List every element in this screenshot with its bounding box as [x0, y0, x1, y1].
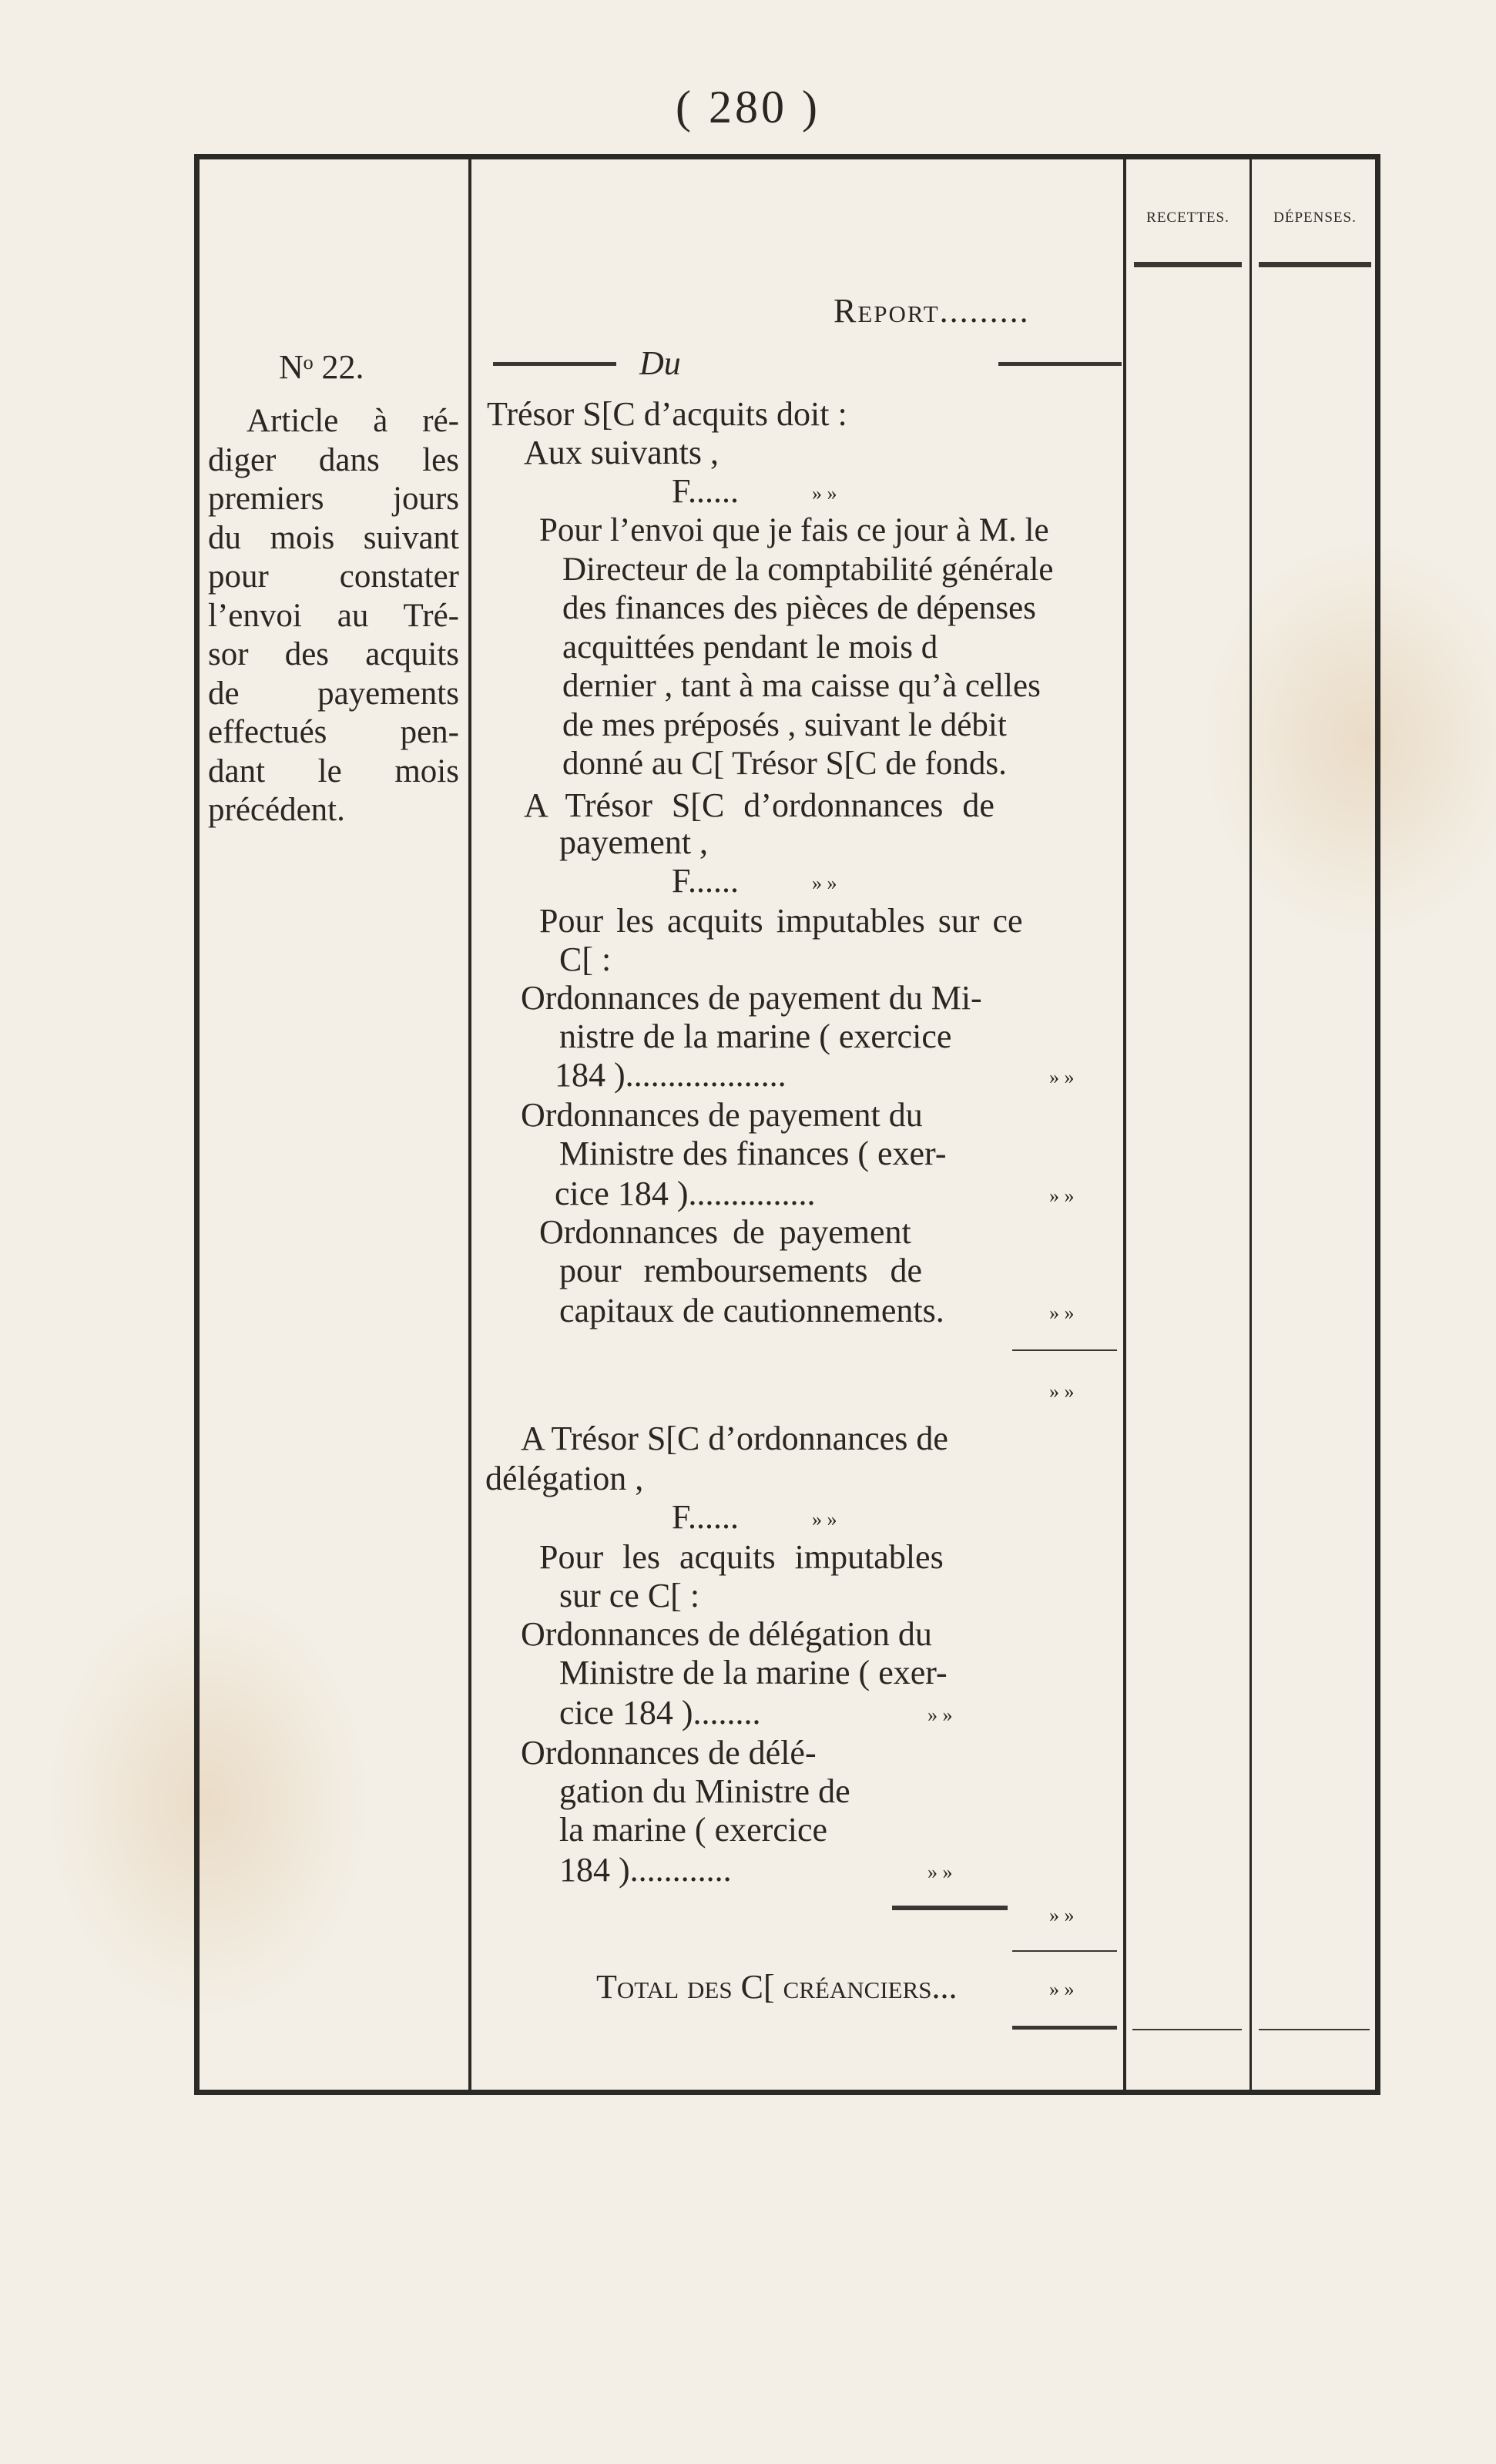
article-description [208, 402, 459, 830]
description-line: Article à ré- [247, 403, 459, 439]
total-rule-bottom [1012, 2026, 1117, 2030]
f1-label: F...... [672, 472, 739, 510]
header-rule-receipts [1134, 262, 1242, 267]
ord-marine-line2: nistre de la marine ( exercice [559, 1017, 952, 1055]
du-label: Du [639, 344, 681, 382]
ord-finances-line1: Ordonnances de payement du [521, 1096, 923, 1134]
ord-finances-line2: Ministre des finances ( exer- [559, 1135, 947, 1172]
description-line: l’envoi au Tré- [208, 597, 459, 634]
ord-marine-line1: Ordonnances de payement du Mi- [521, 979, 982, 1017]
f2-label: F...... [672, 862, 739, 900]
acquits-line2: C[ : [559, 940, 612, 978]
receipts-total-rule [1132, 2029, 1242, 2030]
description-line: pour constater [208, 558, 459, 595]
f3-label: F...... [672, 1498, 739, 1536]
header-receipts: RECETTES. [1146, 210, 1229, 226]
envoi-line: dernier , tant à ma caisse qu’à celles [562, 668, 1041, 704]
description-line: de payements [208, 675, 459, 712]
deleg2-line1: Ordonnances de délé- [521, 1734, 817, 1772]
ord-finances-year: cice 184 )............... [555, 1175, 816, 1212]
ord-marine-year: 184 )................... [555, 1056, 787, 1094]
column-divider-receipts [1123, 154, 1126, 2095]
description-line: précédent. [208, 792, 345, 828]
description-line: diger dans les [208, 441, 459, 478]
ord-finances-amount: » » [1049, 1185, 1075, 1207]
header-rule-expenses [1259, 262, 1371, 267]
ord-cautionnement-line1: Ordonnances de payement [539, 1213, 911, 1251]
envoi-line: Pour l’envoi que je fais ce jour à M. le [539, 512, 1049, 548]
entry2-title-line1: A Trésor S[C d’ordonnances de [524, 786, 995, 824]
entry3-title-line1: A Trésor S[C d’ordonnances de [521, 1420, 948, 1457]
f3-amount: » » [812, 1508, 837, 1530]
f2-amount: » » [812, 872, 837, 894]
article-number: Nᵒ 22. [279, 348, 364, 386]
envoi-line: acquittées pendant le mois d [562, 629, 938, 665]
column-divider-expenses [1249, 154, 1252, 2095]
total-label: Total des C[ créanciers... [596, 1968, 958, 2006]
description-line: effectués pen- [208, 714, 459, 750]
ord-cautionnement-last: capitaux de cautionnements. [559, 1292, 944, 1329]
deleg-marine-line1: Ordonnances de délégation du [521, 1615, 932, 1653]
report-line: Report......... [834, 292, 1030, 330]
deleg2-line2: gation du Ministre de [559, 1772, 850, 1810]
acquits3-line1: Pour les acquits imputables [539, 1538, 944, 1576]
page-number: ( 280 ) [676, 82, 820, 132]
deleg2-amount: » » [927, 1861, 953, 1883]
acquits3-line2: sur ce C[ : [559, 1577, 700, 1614]
envoi-line: de mes préposés , suivant le débit [562, 706, 1007, 743]
subtotal1-rule [1012, 1349, 1117, 1351]
envoi-line: des finances des pièces de dépenses [562, 590, 1036, 626]
deleg-marine-line2: Ministre de la marine ( exer- [559, 1654, 948, 1691]
entry3-title-line2: délégation , [485, 1460, 644, 1497]
entry2-title-line2: payement , [559, 823, 709, 861]
description-line: dant le mois [208, 753, 459, 789]
du-rule-right [998, 362, 1122, 366]
expenses-total-rule [1259, 2029, 1370, 2030]
ord-cautionnement-amount: » » [1049, 1302, 1075, 1324]
envoi-line: donné au C[ Trésor S[C de fonds. [562, 746, 1007, 782]
acquits-line1: Pour les acquits imputables sur ce [539, 902, 1023, 940]
deleg-marine-amount: » » [927, 1704, 953, 1726]
ord-cautionnement-line2: pour remboursements de [559, 1252, 922, 1289]
ord-marine-amount: » » [1049, 1066, 1075, 1088]
deleg2-line3: la marine ( exercice [559, 1811, 828, 1849]
total-rule-top [1012, 1950, 1117, 1952]
subtotal2-amount: » » [1049, 1904, 1075, 1926]
description-line: du mois suivant [208, 519, 459, 556]
description-line: premiers jours [208, 481, 459, 517]
header-expenses: DÉPENSES. [1273, 210, 1357, 226]
f1-amount: » » [812, 482, 837, 505]
deleg-marine-year: cice 184 )........ [559, 1694, 761, 1732]
total-amount: » » [1049, 1978, 1075, 2000]
envoi-line: Directeur de la comptabilité générale [562, 551, 1054, 588]
envoi-paragraph [539, 511, 1126, 784]
description-line: sor des acquits [208, 636, 459, 672]
column-divider-left [468, 154, 471, 2095]
to-following: Aux suivants , [524, 434, 719, 471]
du-rule-left [493, 362, 616, 366]
deleg2-year: 184 )............ [559, 1851, 732, 1889]
entry1-title: Trésor S[C d’acquits doit : [487, 395, 847, 433]
subtotal2-rule [892, 1906, 1008, 1910]
subtotal1-amount: » » [1049, 1380, 1075, 1403]
